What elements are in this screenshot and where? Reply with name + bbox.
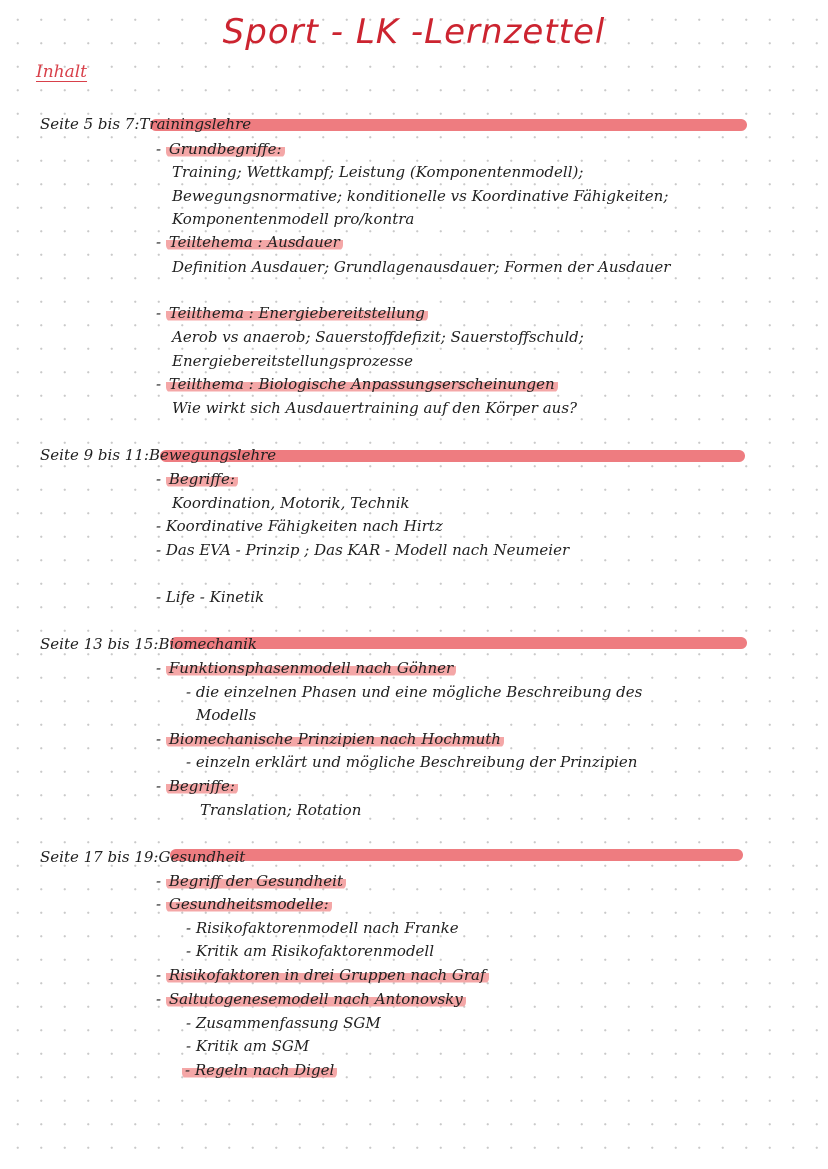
- list-item: - Kritik am SGM: [186, 1037, 310, 1055]
- inhalt-heading: Inhalt: [36, 62, 88, 82]
- list-item: - Kritik am Risikofaktorenmodell: [186, 942, 435, 960]
- list-item: Aerob vs anaerob; Sauerstoffdefizit; Sauerstoffschuld;: [172, 328, 584, 346]
- list-item: - Gesundheitsmodelle:: [156, 894, 332, 914]
- list-item: - die einzelnen Phasen und eine mögliche Beschreibung des: [186, 683, 643, 701]
- list-item: Translation; Rotation: [200, 801, 362, 819]
- list-item: Bewegungsnormative; konditionelle vs Koordinative Fähigkeiten;: [172, 187, 669, 205]
- section-header: [40, 847, 245, 867]
- section-heading: Biomechanik: [158, 635, 257, 653]
- section-pages: Seite 5 bis 7:: [40, 115, 140, 133]
- section-pages: Seite 13 bis 15:: [40, 635, 159, 653]
- list-item: Energiebereitstellungsprozesse: [172, 352, 413, 370]
- section-bar-gesundheit: [170, 849, 743, 861]
- list-item: - Risikofaktoren in drei Gruppen nach Graf: [156, 965, 489, 985]
- list-item: Wie wirkt sich Ausdauertraining auf den Körper aus?: [172, 399, 578, 417]
- list-item: Modells: [196, 706, 257, 724]
- section-header: [40, 114, 251, 134]
- section-pages: Seite 9 bis 11:: [40, 446, 149, 464]
- list-item: - Grundbegriffe:: [156, 139, 285, 159]
- list-item: - Begriffe:: [156, 469, 238, 489]
- list-item: - einzeln erklärt und mögliche Beschreibung der Prinzipien: [186, 753, 638, 771]
- list-item: - Zusammenfassung SGM: [186, 1014, 381, 1032]
- page-title: Sport - LK -Lernzettel: [222, 12, 606, 52]
- list-item: Definition Ausdauer; Grundlagenausdauer; Formen der Ausdauer: [172, 258, 671, 276]
- list-item: - Biomechanische Prinzipien nach Hochmuth: [156, 729, 504, 749]
- list-item: - Das EVA - Prinzip ; Das KAR - Modell nach Neumeier: [156, 541, 570, 559]
- list-item: - Teilthema : Biologische Anpassungserscheinungen: [156, 374, 558, 394]
- list-item: - Begriff der Gesundheit: [156, 871, 346, 891]
- list-item: - Teilthema : Energiebereitstellung: [156, 303, 428, 323]
- list-item: Koordination, Motorik, Technik: [172, 494, 410, 512]
- list-item: - Koordinative Fähigkeiten nach Hirtz: [156, 517, 443, 535]
- list-item: - Funktionsphasenmodell nach Göhner: [156, 658, 456, 678]
- list-item: - Begriffe:: [156, 776, 238, 796]
- section-heading: Gesundheit: [158, 848, 246, 866]
- list-item: Komponentenmodell pro/kontra: [172, 210, 415, 228]
- list-item: - Teiltehema : Ausdauer: [156, 232, 343, 252]
- list-item: - Saltutogenesemodell nach Antonovsky: [156, 989, 466, 1009]
- section-pages: Seite 17 bis 19:: [40, 848, 159, 866]
- list-item: - Risikofaktorenmodell nach Franke: [186, 919, 459, 937]
- list-item: - Life - Kinetik: [156, 588, 265, 606]
- section-header: [40, 445, 276, 465]
- section-header: [40, 634, 257, 654]
- section-heading: Trainingslehre: [139, 115, 252, 133]
- list-item: - Regeln nach Digel: [182, 1060, 337, 1080]
- section-heading: Bewegungslehre: [148, 446, 277, 464]
- list-item: Training; Wettkampf; Leistung (Komponentenmodell);: [172, 163, 584, 181]
